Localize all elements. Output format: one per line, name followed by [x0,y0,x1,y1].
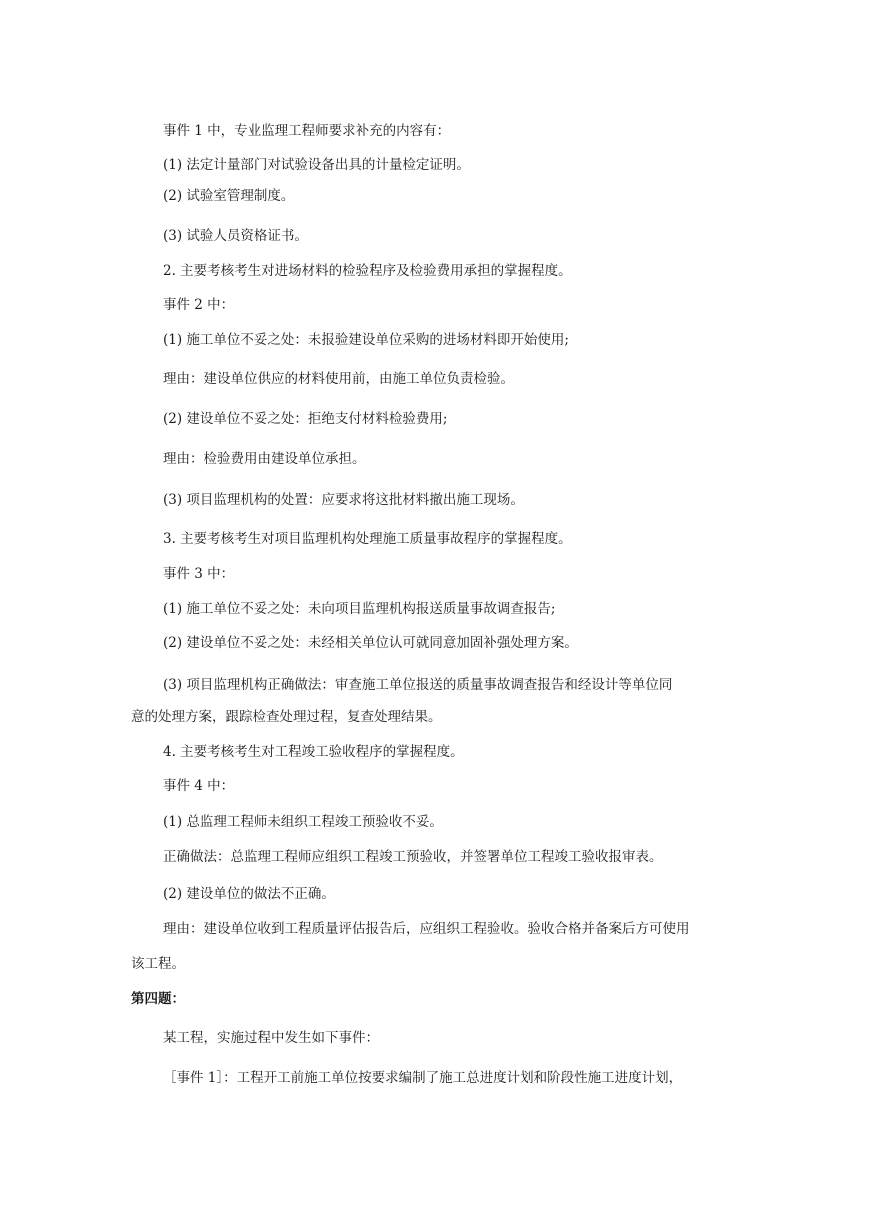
question-4-heading: 第四题： [131,991,185,1007]
event3-item-1: (1) 施工单位不妥之处：未向项目监理机构报送质量事故调查报告; [163,601,556,617]
question-4-intro: 某工程，实施过程中发生如下事件： [163,1030,379,1046]
event3-item-2: (2) 建设单位不妥之处：未经相关单位认可就同意加固补强处理方案。 [163,635,578,651]
section-2-heading: 2. 主要考核考生对进场材料的检验程序及检验费用承担的掌握程度。 [163,263,572,279]
event4-reason-cont: 该工程。 [131,956,185,972]
event2-item-3: (3) 项目监理机构的处置：应要求将这批材料撤出施工现场。 [163,492,524,508]
event4-reason: 理由：建设单位收到工程质量评估报告后，应组织工程验收。验收合格并备案后方可使用 [163,921,690,937]
event3-intro: 事件 3 中： [163,566,235,582]
event2-reason-2: 理由：检验费用由建设单位承担。 [163,451,366,467]
section-3-heading: 3. 主要考核考生对项目监理机构处理施工质量事故程序的掌握程度。 [163,531,572,547]
event2-reason-1: 理由：建设单位供应的材料使用前，由施工单位负责检验。 [163,371,514,387]
event1-item-3: (3) 试验人员资格证书。 [163,228,308,244]
event4-correct: 正确做法：总监理工程师应组织工程竣工预验收，并签署单位工程竣工验收报审表。 [163,849,663,865]
event3-item-3-cont: 意的处理方案，跟踪检查处理过程，复查处理结果。 [131,709,442,725]
event1-item-1: (1) 法定计量部门对试验设备出具的计量检定证明。 [163,157,470,173]
event2-item-1: (1) 施工单位不妥之处：未报验建设单位采购的进场材料即开始使用; [163,332,569,348]
event3-item-3: (3) 项目监理机构正确做法：审查施工单位报送的质量事故调查报告和经设计等单位同 [163,677,673,693]
event4-intro: 事件 4 中： [163,778,235,794]
event2-intro: 事件 2 中： [163,297,235,313]
section-4-heading: 4. 主要考核考生对工程竣工验收程序的掌握程度。 [163,744,464,760]
event4-item-2: (2) 建设单位的做法不正确。 [163,886,335,902]
event4-item-1: (1) 总监理工程师未组织工程竣工预验收不妥。 [163,814,443,830]
event2-item-2: (2) 建设单位不妥之处：拒绝支付材料检验费用; [163,411,448,427]
event1-item-2: (2) 试验室管理制度。 [163,188,295,204]
question-4-event1: ［事件 1］：工程开工前施工单位按要求编制了施工总进度计划和阶段性施工进度计划， [163,1070,683,1086]
event1-intro: 事件 1 中，专业监理工程师要求补充的内容有： [163,123,451,139]
